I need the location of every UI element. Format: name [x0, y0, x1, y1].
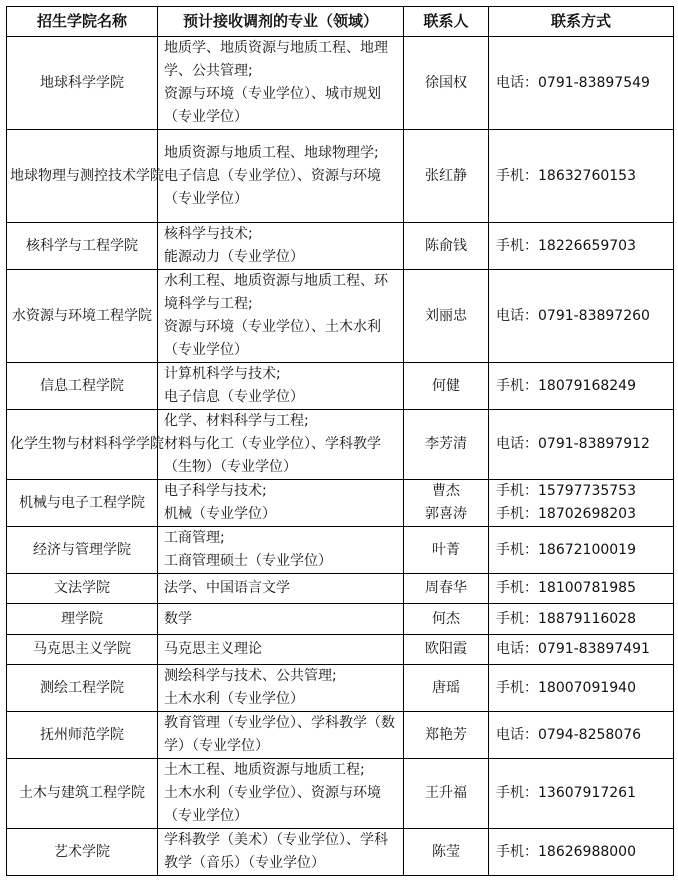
contact-person-cell [404, 574, 489, 604]
majors-list-cell [158, 635, 404, 665]
majors-list: 数学 [164, 610, 192, 627]
majors-list: 机械（专业学位） [164, 506, 276, 522]
table-row [7, 604, 674, 635]
majors-list: 核科学与技术; [164, 226, 253, 242]
college-name-cell [7, 574, 158, 604]
contact-person: 陈莹 [432, 843, 460, 860]
contact-person-cell [404, 527, 489, 574]
contact-person-cell [404, 712, 489, 759]
college-name: 经济与管理学院 [33, 541, 131, 558]
college-name-cell [7, 130, 164, 223]
majors-list-cell [158, 130, 404, 223]
contact-phone-cell [489, 410, 674, 480]
majors-list-cell [158, 223, 404, 270]
majors-list: 电子科学与技术; [164, 483, 267, 499]
contact-phone-cell [489, 363, 674, 410]
college-name: 马克思主义学院 [33, 641, 131, 657]
majors-list: 能源动力（专业学位） [164, 249, 304, 265]
contact-person-cell [404, 759, 489, 829]
college-name-cell [7, 665, 158, 712]
contact-person: 刘丽忠 [425, 307, 467, 324]
table-row [7, 480, 674, 527]
contact-person-cell [404, 37, 489, 130]
contact-person: 张红静 [425, 167, 467, 184]
majors-list-cell [158, 665, 404, 712]
majors-list: 土木水利（专业学位）、资源与环境（专业学位） [164, 785, 381, 824]
majors-list: 电子信息（专业学位）、资源与环境（专业学位） [164, 167, 381, 207]
contact-phone: 手机：18007091940 [496, 679, 636, 696]
contact-person-cell [404, 130, 489, 223]
contact-phone: 手机：18100781985 [496, 580, 636, 596]
majors-list-cell [158, 829, 404, 876]
majors-list-cell [158, 37, 404, 130]
majors-list: 地质资源与地质工程、地球物理学; [164, 144, 379, 161]
contact-phone: 电话：0791-83897491 [496, 641, 650, 657]
college-name: 地球物理与测控技术学院 [10, 167, 164, 184]
majors-list-cell [158, 363, 404, 410]
majors-list: 教育管理（专业学位）、学科教学（数学）（专业学位） [164, 715, 395, 754]
college-name-cell [7, 480, 158, 527]
table-row [7, 574, 674, 604]
table-row [7, 829, 674, 876]
majors-list: 法学、中国语言文学 [164, 580, 290, 596]
majors-list-cell [158, 712, 404, 759]
contact-person: 李芳清 [425, 436, 467, 452]
table-row [7, 37, 674, 130]
college-name-cell [7, 635, 158, 665]
contact-person: 叶菁 [432, 541, 460, 558]
contact-phone: 手机：18702698203 [496, 506, 636, 522]
majors-list-cell [158, 574, 404, 604]
contact-phone: 手机：18226659703 [496, 237, 636, 254]
college-name-cell [7, 37, 158, 130]
contact-person: 徐国权 [425, 74, 467, 91]
contact-phone: 手机：18879116028 [496, 610, 636, 627]
college-name-cell [7, 829, 158, 876]
table-row [7, 363, 674, 410]
college-name: 抚州师范学院 [40, 726, 124, 743]
contact-phone-cell [489, 527, 674, 574]
majors-list: 化学、材料科学与工程; [164, 413, 309, 429]
college-name-cell [7, 270, 158, 363]
contact-person: 何杰 [432, 610, 460, 627]
contact-phone: 电话：0791-83897260 [496, 307, 650, 324]
contact-phone: 电话：0791-83897912 [496, 436, 650, 452]
college-name-cell [7, 759, 158, 829]
contact-phone: 手机：15797735753 [496, 483, 636, 499]
college-name: 理学院 [61, 610, 103, 627]
contact-person: 欧阳霞 [425, 641, 467, 657]
contact-person: 唐瑶 [432, 679, 460, 696]
majors-list-cell [158, 527, 404, 574]
majors-list: 资源与环境（专业学位）、土木水利（专业学位） [164, 319, 381, 358]
table-row [7, 665, 674, 712]
majors-list: 工商管理; [164, 530, 225, 546]
contact-phone: 电话：0794-8258076 [496, 726, 642, 743]
contact-phone-cell [489, 130, 674, 223]
majors-list: 工商管理硕士（专业学位） [164, 553, 332, 569]
contact-person: 曹杰 [432, 483, 460, 499]
contact-phone-cell [489, 574, 674, 604]
table-row [7, 635, 674, 665]
majors-list-cell [158, 480, 404, 527]
table-row [7, 712, 674, 759]
contact-phone-cell [489, 712, 674, 759]
contact-person-cell [404, 480, 489, 527]
college-name: 土木与建筑工程学院 [19, 785, 145, 801]
contact-person-cell [404, 363, 489, 410]
majors-list: 计算机科学与技术; [164, 366, 281, 382]
contact-person: 陈俞钱 [425, 237, 467, 254]
college-name-cell [7, 363, 158, 410]
contact-phone: 电话：0791-83897549 [496, 74, 650, 91]
contact-phone-cell [489, 270, 674, 363]
contact-person-cell [404, 665, 489, 712]
header-row [7, 7, 674, 37]
contact-person-cell [404, 410, 489, 480]
majors-list: 材料与化工（专业学位）、学科教学（生物）（专业学位） [164, 436, 381, 475]
adjustment-table [6, 6, 674, 876]
table-row [7, 270, 674, 363]
table-body [7, 37, 674, 876]
header-contact: 联系人 [404, 7, 489, 37]
contact-person-cell [404, 223, 489, 270]
majors-list-cell [158, 759, 404, 829]
college-name-cell [7, 223, 158, 270]
header-phone: 联系方式 [489, 7, 674, 37]
college-name-cell [7, 527, 158, 574]
college-name: 文法学院 [54, 580, 110, 596]
college-name: 化学生物与材料科学学院 [10, 436, 164, 452]
contact-person: 王升福 [425, 785, 467, 801]
contact-phone-cell [489, 665, 674, 712]
majors-list-cell [158, 410, 404, 480]
header-college: 招生学院名称 [7, 7, 158, 37]
college-name: 信息工程学院 [40, 377, 124, 394]
contact-person: 郭喜涛 [425, 506, 467, 522]
table-row [7, 223, 674, 270]
contact-person: 郑艳芳 [425, 726, 467, 743]
contact-phone: 手机：13607917261 [496, 785, 636, 801]
college-name-cell [7, 410, 164, 480]
header-majors: 预计接收调剂的专业（领域） [158, 7, 404, 37]
majors-list: 学科教学（美术）（专业学位）、学科教学（音乐）（专业学位） [164, 832, 388, 871]
majors-list: 资源与环境（专业学位）、城市规划（专业学位） [164, 86, 381, 125]
table-header [7, 7, 674, 37]
contact-person: 何健 [432, 377, 460, 394]
majors-list: 电子信息（专业学位） [164, 389, 304, 405]
college-name: 测绘工程学院 [40, 679, 124, 696]
contact-person-cell [404, 270, 489, 363]
majors-list: 测绘科学与技术、公共管理; [164, 668, 337, 684]
college-name-cell [7, 604, 158, 635]
contact-phone: 手机：18626988000 [496, 843, 636, 860]
college-name: 核科学与工程学院 [26, 237, 138, 254]
table-row [7, 130, 674, 223]
majors-list-cell [158, 604, 404, 635]
contact-person-cell [404, 635, 489, 665]
contact-phone: 手机：18079168249 [496, 377, 636, 394]
majors-list: 地质学、地质资源与地质工程、地理学、公共管理; [164, 40, 388, 79]
contact-person-cell [404, 604, 489, 635]
table-row [7, 759, 674, 829]
majors-list-cell [158, 270, 404, 363]
college-name: 艺术学院 [54, 843, 110, 860]
contact-phone-cell [489, 759, 674, 829]
college-name: 水资源与环境工程学院 [12, 307, 152, 324]
contact-phone-cell [489, 635, 674, 665]
table-row [7, 527, 674, 574]
majors-list: 土木水利（专业学位） [164, 691, 304, 707]
college-name-cell [7, 712, 158, 759]
contact-phone: 手机：18632760153 [496, 167, 636, 184]
contact-phone-cell [489, 223, 674, 270]
contact-phone-cell [489, 829, 674, 876]
contact-phone-cell [489, 480, 674, 527]
majors-list: 水利工程、地质资源与地质工程、环境科学与工程; [164, 273, 388, 312]
contact-person-cell [404, 829, 489, 876]
table-row [7, 410, 674, 480]
college-name: 地球科学学院 [40, 74, 124, 91]
majors-list: 马克思主义理论 [164, 641, 262, 657]
contact-phone-cell [489, 37, 674, 130]
contact-phone: 手机：18672100019 [496, 541, 636, 558]
majors-list: 土木工程、地质资源与地质工程; [164, 762, 365, 778]
college-name: 机械与电子工程学院 [19, 494, 145, 511]
contact-person: 周春华 [425, 580, 467, 596]
contact-phone-cell [489, 604, 674, 635]
